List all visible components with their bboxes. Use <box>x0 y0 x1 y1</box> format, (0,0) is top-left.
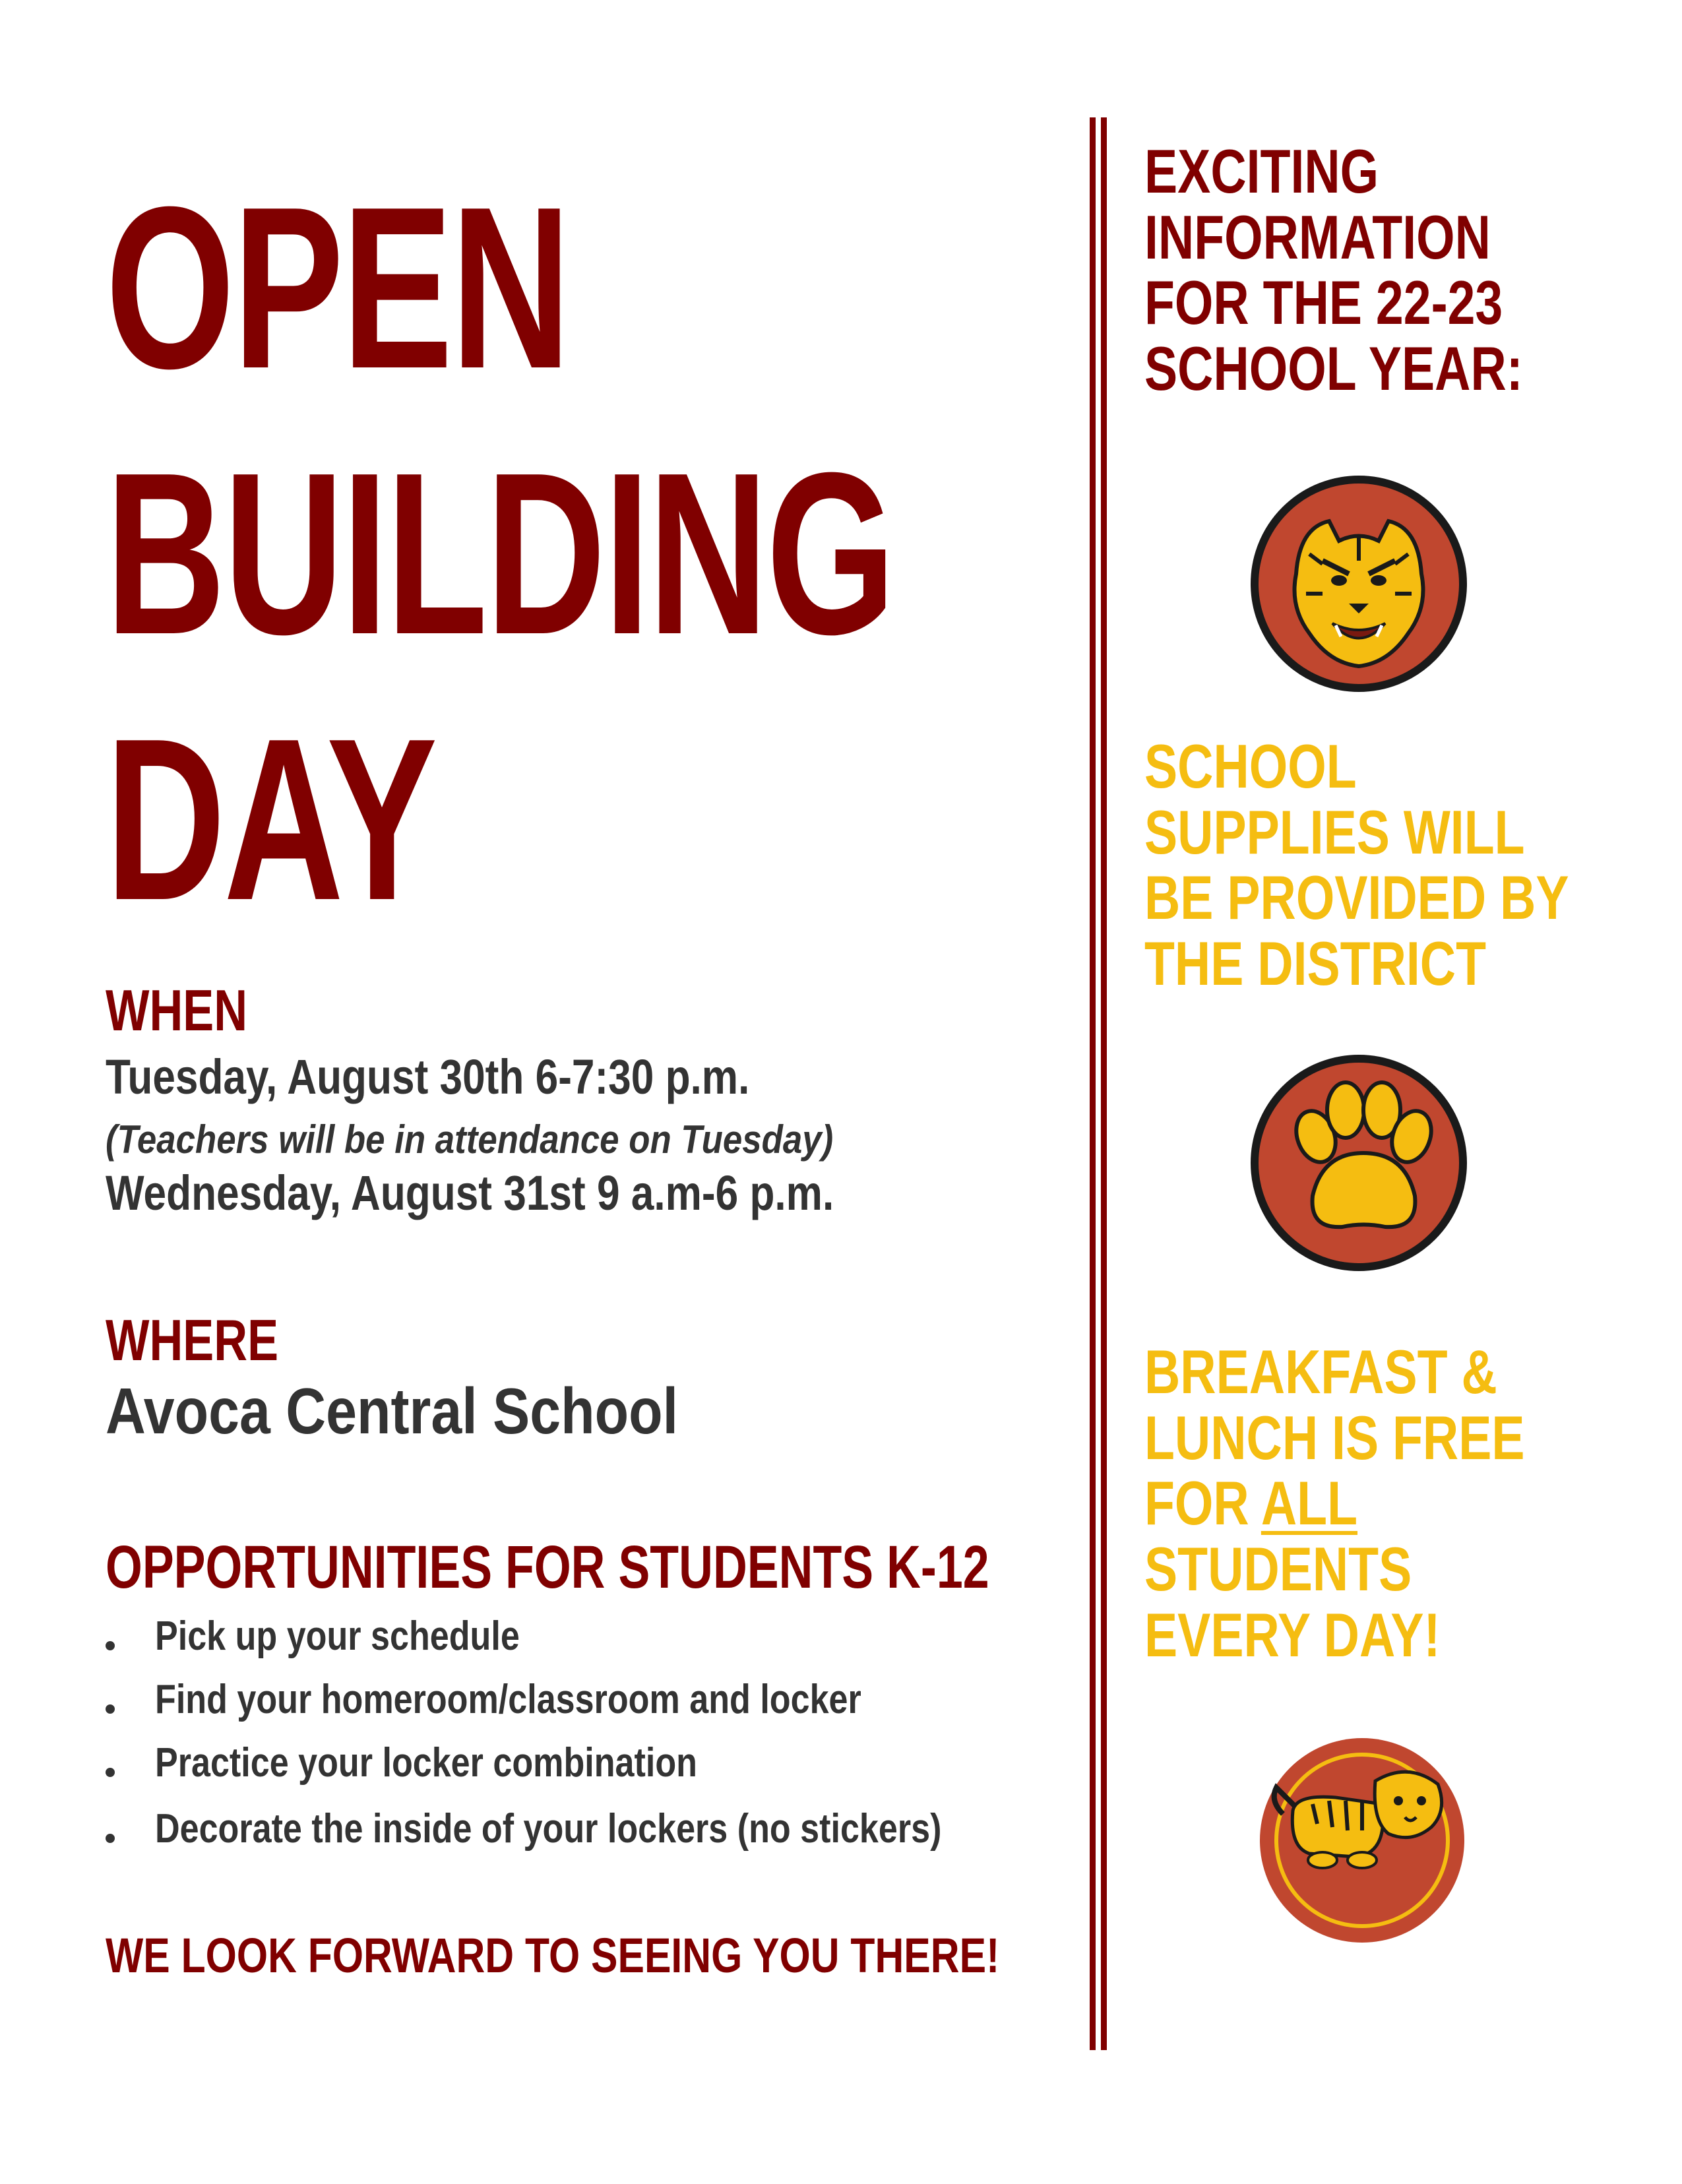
opportunities-list: Pick up your schedule Find your homeroom/classroom and locker Practice your locker combination Decorate the inside of your lockers (no stickers) <box>106 1616 1029 1893</box>
when-label: WHEN <box>106 978 248 1043</box>
when-tuesday: Tuesday, August 30th 6-7:30 p.m. <box>106 1049 750 1104</box>
title-line-3: DAY <box>106 691 436 949</box>
tiger-head-icon <box>1250 475 1468 696</box>
paw-print-icon <box>1250 1054 1468 1275</box>
closing-message: WE LOOK FORWARD TO SEEING YOU THERE! <box>106 1928 1000 1983</box>
supplies-notice: SCHOOL SUPPLIES WILL BE PROVIDED BY THE DISTRICT <box>1144 732 1569 998</box>
tiger-cub-icon <box>1257 1735 1468 1949</box>
bullet-icon <box>106 1834 115 1843</box>
column-divider <box>1090 117 1108 2050</box>
bullet-icon <box>106 1641 115 1650</box>
bullet-icon <box>106 1768 115 1777</box>
where-label: WHERE <box>106 1307 279 1373</box>
when-note: (Teachers will be in attendance on Tuesday) <box>106 1117 834 1162</box>
meals-notice: BREAKFAST & LUNCH IS FREE FOR ALL STUDENTS EVERY DAY! <box>1144 1337 1525 1669</box>
where-value: Avoca Central School <box>106 1375 678 1447</box>
title-line-1: OPEN <box>106 159 569 417</box>
opportunities-heading: OPPORTUNITIES FOR STUDENTS K-12 <box>106 1534 989 1601</box>
when-wednesday: Wednesday, August 31st 9 a.m-6 p.m. <box>106 1166 834 1220</box>
title-line-2: BUILDING <box>106 425 894 683</box>
sidebar-heading: EXCITING INFORMATION FOR THE 22-23 SCHOOL YEAR: <box>1144 137 1523 403</box>
bullet-icon <box>106 1704 115 1714</box>
